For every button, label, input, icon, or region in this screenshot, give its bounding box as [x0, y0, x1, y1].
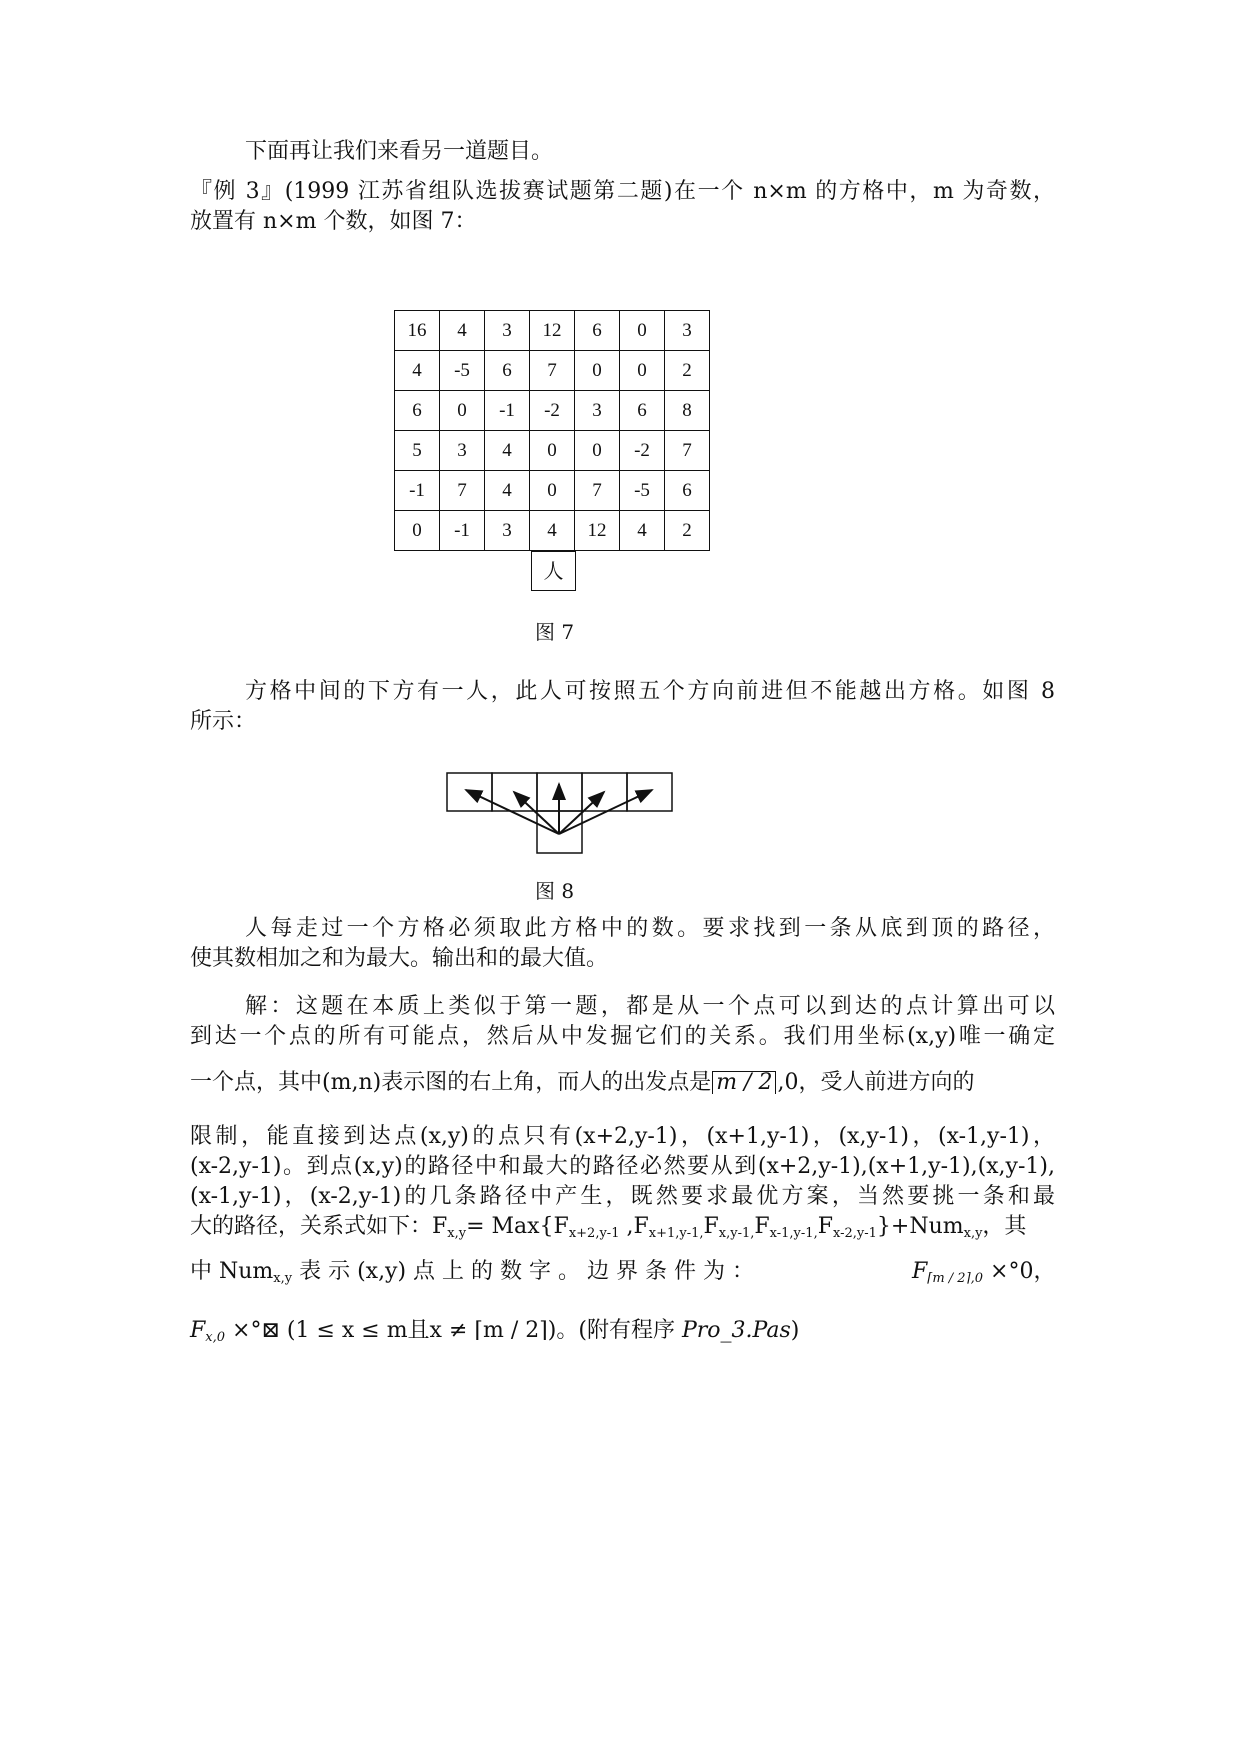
example-line-1: 『例 3』(1999 江苏省组队选拔赛试题第二题)在一个 n×m 的方格中，m 为奇数， — [190, 179, 1055, 204]
grid-cell: 6 — [620, 391, 665, 431]
solution-line-1: 解：这题在本质上类似于第一题，都是从一个点可以到达的点计算出可以 — [245, 994, 1055, 1019]
goal-line-1: 人每走过一个方格必须取此方格中的数。要求找到一条从底到顶的路径， — [245, 916, 1055, 941]
grid-cell: 7 — [530, 351, 575, 391]
program-filename: Pro_3.Pas — [681, 1318, 791, 1343]
grid-cell: -2 — [530, 391, 575, 431]
grid-cell: 0 — [575, 431, 620, 471]
person-cell: 人 — [531, 551, 576, 591]
solution-line-7: 大的路径，关系式如下：$F_{x,y}= Max\{F_{x+2,y-1}$ $,F_{x+1,y-1,}F_{x,y-1,}F_{x-1,y-1,}F_{x-2,y-1}\}+Num_{x,y}$，其 — [190, 1214, 1027, 1241]
grid-cell: 5 — [395, 431, 440, 471]
grid-cell: 4 — [440, 311, 485, 351]
grid-cell: 6 — [575, 311, 620, 351]
grid-cell: 3 — [440, 431, 485, 471]
figure-8-direction-diagram — [446, 772, 678, 854]
figure-7-caption: 图 7 — [535, 620, 575, 644]
grid-row — [395, 511, 710, 551]
figure-8-arrows — [466, 784, 652, 834]
grid-cell: -5 — [440, 351, 485, 391]
grid-cell: 6 — [485, 351, 530, 391]
example-line-2: 放置有 n×m 个数，如图 7： — [190, 209, 477, 234]
grid-cell: 3 — [485, 511, 530, 551]
grid-cell: 7 — [440, 471, 485, 511]
arrow-right-2 — [559, 790, 652, 834]
grid-cell: -2 — [620, 431, 665, 471]
grid-cell: 0 — [575, 351, 620, 391]
grid-cell: 4 — [620, 511, 665, 551]
grid-cell: -1 — [485, 391, 530, 431]
grid-cell: 3 — [575, 391, 620, 431]
grid-cell: 4 — [530, 511, 575, 551]
grid-row — [395, 431, 710, 471]
solution-line-4: 限制，能直接到达点(x,y)的点只有(x+2,y-1)，(x+1,y-1)，(x,y-1)，(x-1,y-1)， — [190, 1124, 1055, 1149]
grid-cell: -5 — [620, 471, 665, 511]
grid-cell: 16 — [395, 311, 440, 351]
grid-cell: 8 — [665, 391, 710, 431]
grid-cell: 4 — [485, 471, 530, 511]
grid-cell: 0 — [620, 311, 665, 351]
grid-cell: -1 — [440, 511, 485, 551]
solution-line-9: $F_{x,0}$ ×°⊠ (1 ≤ x ≤ m且x ≠ ⌈m / 2⌉)。(附有程序 Pro_3.Pas) — [190, 1318, 800, 1345]
grid-cell: 12 — [575, 511, 620, 551]
grid-cell: -1 — [395, 471, 440, 511]
figure-8-caption: 图 8 — [535, 879, 575, 903]
grid-cell: 6 — [395, 391, 440, 431]
grid-cell: 2 — [665, 351, 710, 391]
grid-cell: 7 — [665, 431, 710, 471]
solution-line-8: 中 Num$_{x,y}$ 表 示 (x,y) 点 上 的 数 字 。 边 界 条 件 为 ： $F_{⌈m / 2⌉,0} \times^\circ 0$， — [190, 1259, 1056, 1286]
solution-line-6: (x-1,y-1)，(x-2,y-1)的几条路径中产生，既然要求最优方案，当然要挑一条和最 — [190, 1184, 1055, 1209]
grid-cell: 12 — [530, 311, 575, 351]
ceil-m-half: m / 2 — [712, 1071, 776, 1094]
grid-cell: 4 — [485, 431, 530, 471]
grid-row — [395, 351, 710, 391]
grid-cell: 0 — [530, 471, 575, 511]
grid-cell: 0 — [395, 511, 440, 551]
grid-row — [395, 471, 710, 511]
directions-line-1: 方格中间的下方有一人，此人可按照五个方向前进但不能越出方格。如图 8 — [245, 679, 1055, 704]
grid-cell: 0 — [620, 351, 665, 391]
arrow-left-2 — [466, 790, 559, 834]
solution-line-3: 一个点，其中(m,n)表示图的右上角，而人的出发点是 m / 2 ,0，受人前进方向的 — [190, 1070, 975, 1095]
boundary-condition-1: $F_{⌈m / 2⌉,0} \times^\circ 0$， — [912, 1259, 1056, 1286]
solution-line-5: (x-2,y-1)。到点(x,y)的路径中和最大的路径必然要从到(x+2,y-1),(x+1,y-1),(x,y-1), — [190, 1154, 1055, 1179]
grid-row — [395, 311, 710, 351]
grid-cell: 7 — [575, 471, 620, 511]
grid-cell: 3 — [485, 311, 530, 351]
intro-line: 下面再让我们来看另一道题目。 — [245, 139, 554, 164]
grid-cell: 0 — [440, 391, 485, 431]
figure-7-grid — [394, 310, 710, 551]
grid-cell: 0 — [530, 431, 575, 471]
grid-cell: 6 — [665, 471, 710, 511]
directions-line-2: 所示： — [190, 709, 257, 734]
solution-line-2: 到达一个点的所有可能点，然后从中发掘它们的关系。我们用坐标(x,y)唯一确定 — [190, 1024, 1055, 1049]
grid-cell: 3 — [665, 311, 710, 351]
grid-cell: 2 — [665, 511, 710, 551]
grid-row — [395, 391, 710, 431]
grid-cell: 4 — [395, 351, 440, 391]
goal-line-2: 使其数相加之和为最大。输出和的最大值。 — [190, 946, 609, 971]
